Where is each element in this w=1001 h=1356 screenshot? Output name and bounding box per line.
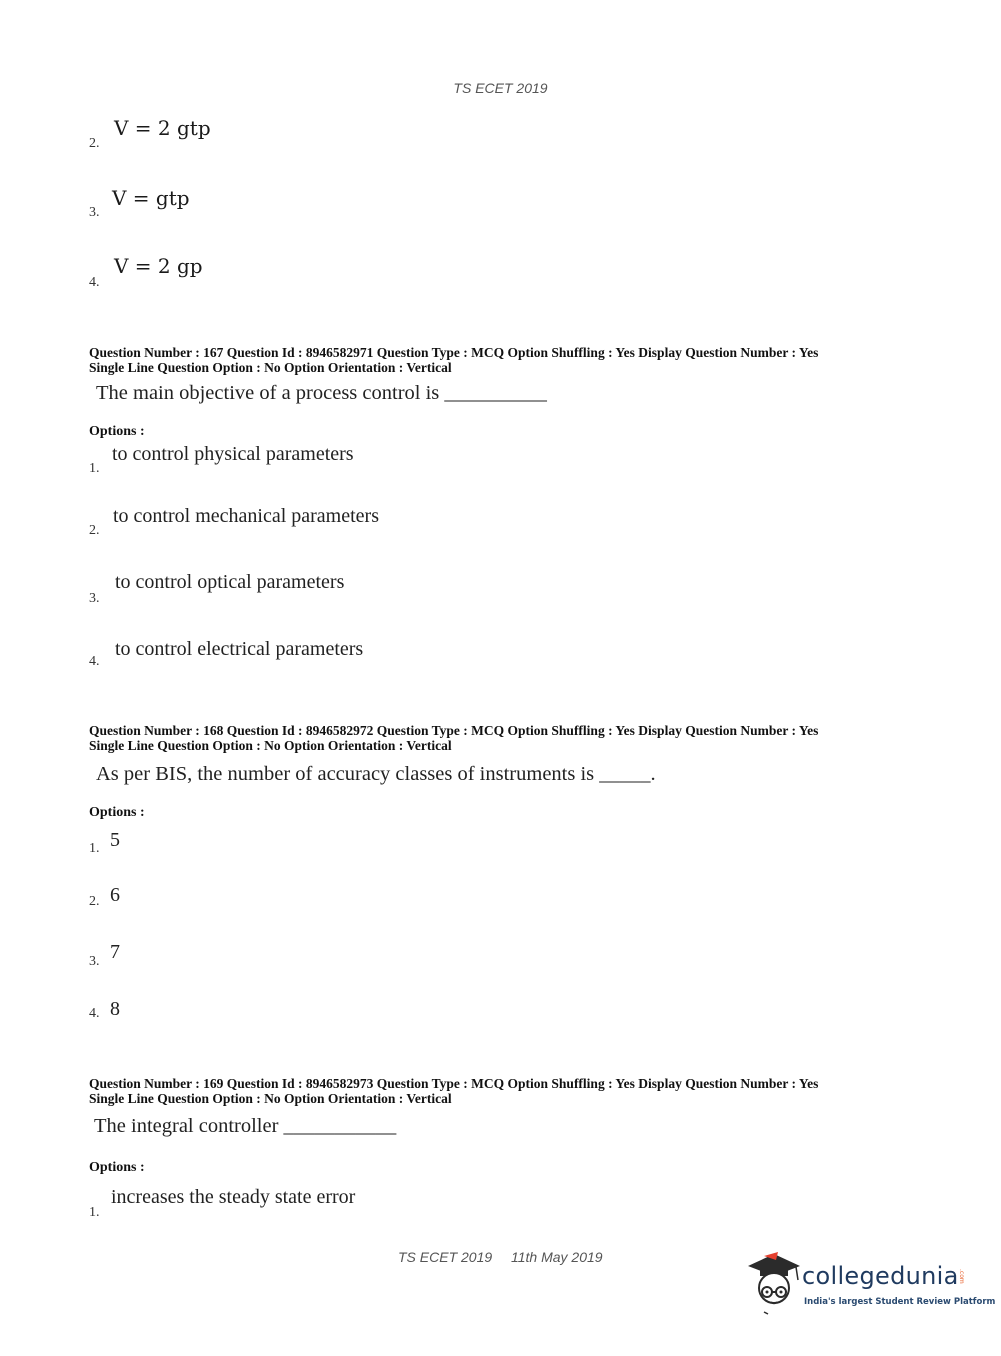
option-text: 5 [110, 829, 120, 851]
footer-date: 11th May 2019 [511, 1249, 603, 1265]
option-text: 8 [110, 998, 120, 1020]
option-formula: V = gtp [112, 186, 190, 210]
brand-name: collegedunia [802, 1262, 959, 1290]
page-header-title: TS ECET 2019 [453, 80, 548, 96]
mascot-icon [742, 1250, 802, 1316]
footer-exam: TS ECET 2019 [398, 1249, 493, 1265]
option-formula: V = 2 gp [114, 254, 203, 278]
option-number: 1. [89, 461, 100, 476]
question-meta: Question Number : 169 Question Id : 8946582973 Question Type : MCQ Option Shuffling : Yes Display Question Number : Yes [89, 1076, 819, 1091]
option-number: 1. [89, 1205, 100, 1220]
option-text: 7 [110, 941, 120, 963]
brand-com: .com [958, 1269, 965, 1284]
options-label: Options : [89, 1160, 145, 1175]
question-text: The main objective of a process control is __________ [96, 382, 547, 404]
option-number: 1. [89, 841, 100, 856]
options-label: Options : [89, 805, 145, 820]
collegedunia-logo [742, 1250, 996, 1320]
question-meta: Question Number : 167 Question Id : 8946582971 Question Type : MCQ Option Shuffling : Yes Display Question Number : Yes [89, 345, 819, 360]
option-number: 4. [89, 1006, 100, 1021]
question-meta: Question Number : 168 Question Id : 8946582972 Question Type : MCQ Option Shuffling : Yes Display Question Number : Yes [89, 723, 819, 738]
question-text: As per BIS, the number of accuracy classes of instruments is _____. [96, 763, 656, 785]
option-number: 2. [89, 894, 100, 909]
option-number: 3. [89, 591, 100, 606]
option-text: to control mechanical parameters [113, 505, 379, 527]
question-meta: Single Line Question Option : No Option Orientation : Vertical [89, 738, 452, 753]
option-text: increases the steady state error [111, 1186, 356, 1208]
option-number: 4. [89, 654, 100, 669]
option-number: 4. [89, 275, 100, 290]
option-text: to control optical parameters [115, 571, 345, 593]
option-text: to control physical parameters [112, 443, 354, 465]
options-label: Options : [89, 424, 145, 439]
option-number: 3. [89, 205, 100, 220]
option-number: 3. [89, 954, 100, 969]
question-meta: Single Line Question Option : No Option Orientation : Vertical [89, 1091, 452, 1106]
question-meta: Single Line Question Option : No Option Orientation : Vertical [89, 360, 452, 375]
question-text: The integral controller ___________ [94, 1115, 397, 1137]
option-number: 2. [89, 523, 100, 538]
option-text: to control electrical parameters [115, 638, 364, 660]
option-text: 6 [110, 884, 120, 906]
option-number: 2. [89, 136, 100, 151]
brand-tagline: India's largest Student Review Platform [804, 1297, 996, 1307]
option-formula: V = 2 gtp [114, 116, 211, 140]
